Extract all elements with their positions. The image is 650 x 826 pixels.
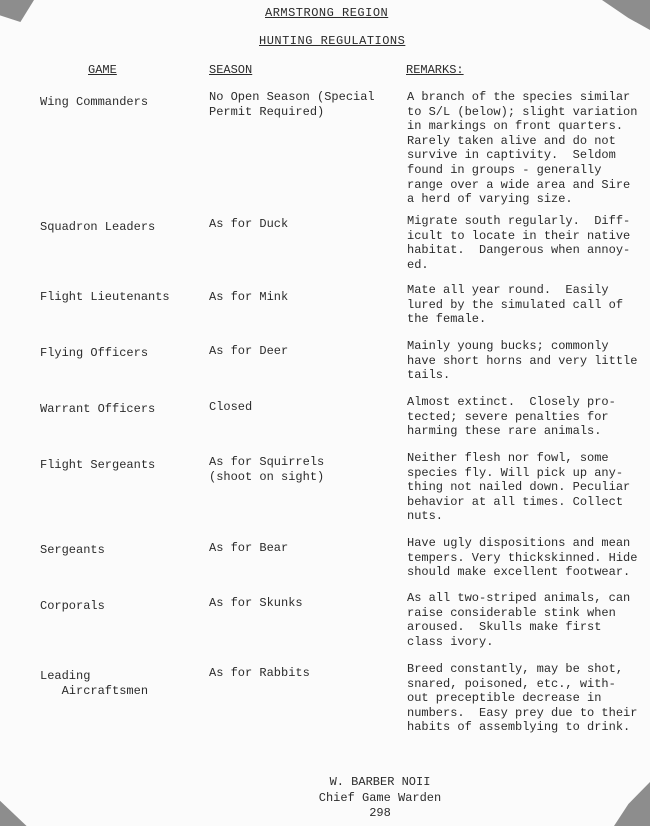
remarks-cell: As all two-striped animals, can raise considerable stink when aroused. Skulls make first class ivory. <box>407 591 631 649</box>
document-title: HUNTING REGULATIONS <box>259 34 406 48</box>
season-cell: No Open Season (Special Permit Required) <box>209 90 375 119</box>
season-cell: As for Rabbits <box>209 666 310 680</box>
remarks-cell: A branch of the species similar to S/L (below); slight variation in markings on front quarters. Rarely taken alive and do not survive in captivity. Seldom found in groups - generally range over a wide area and Sire a herd of varying size. <box>407 90 638 207</box>
game-cell: Flight Lieutenants <box>40 290 170 304</box>
season-cell: As for Mink <box>209 290 289 304</box>
corner-tab <box>602 0 650 30</box>
remarks-cell: Mainly young bucks; commonly have short horns and very little tails. <box>407 339 638 383</box>
game-cell: Warrant Officers <box>40 402 156 416</box>
column-header-season: SEASON <box>209 63 253 77</box>
season-cell: As for Bear <box>209 541 289 555</box>
season-cell: Closed <box>209 400 253 414</box>
page-number: 298 <box>369 806 391 820</box>
game-cell: Flight Sergeants <box>40 458 156 472</box>
season-cell: As for Deer <box>209 344 289 358</box>
game-cell: Squadron Leaders <box>40 220 156 234</box>
remarks-cell: Mate all year round. Easily lured by the simulated call of the female. <box>407 283 624 327</box>
remarks-cell: Neither flesh nor fowl, some species fly. Will pick up any- thing not nailed down. Peculiar behavior at all times. Collect nuts. <box>407 451 631 524</box>
season-cell: As for Skunks <box>209 596 303 610</box>
season-cell: As for Squirrels (shoot on sight) <box>209 455 325 484</box>
remarks-cell: Have ugly dispositions and mean tempers. Very thickskinned. Hide should make excellent footwear. <box>407 536 638 580</box>
game-cell: Flying Officers <box>40 346 149 360</box>
game-cell: Sergeants <box>40 543 105 557</box>
corner-tab <box>0 0 34 22</box>
signature-name: W. BARBER NOII <box>329 775 431 789</box>
game-cell: Wing Commanders <box>40 95 149 109</box>
remarks-cell: Almost extinct. Closely pro- tected; severe penalties for harming these rare animals. <box>407 395 616 439</box>
game-cell: Corporals <box>40 599 105 613</box>
signature-role: Chief Game Warden <box>318 791 442 805</box>
column-header-game: GAME <box>88 63 117 77</box>
remarks-cell: Migrate south regularly. Diff- icult to locate in their native habitat. Dangerous when annoy- ed. <box>407 214 631 272</box>
region-heading: ARMSTRONG REGION <box>265 6 389 20</box>
season-cell: As for Duck <box>209 217 289 231</box>
column-header-remarks: REMARKS: <box>406 63 464 77</box>
game-cell: Leading Aircraftsmen <box>40 669 149 698</box>
remarks-cell: Breed constantly, may be shot, snared, poisoned, etc., with- out preceptible decrease in numbers. Easy prey due to their habits of assemblying to drink. <box>407 662 638 735</box>
corner-tab <box>0 790 38 826</box>
